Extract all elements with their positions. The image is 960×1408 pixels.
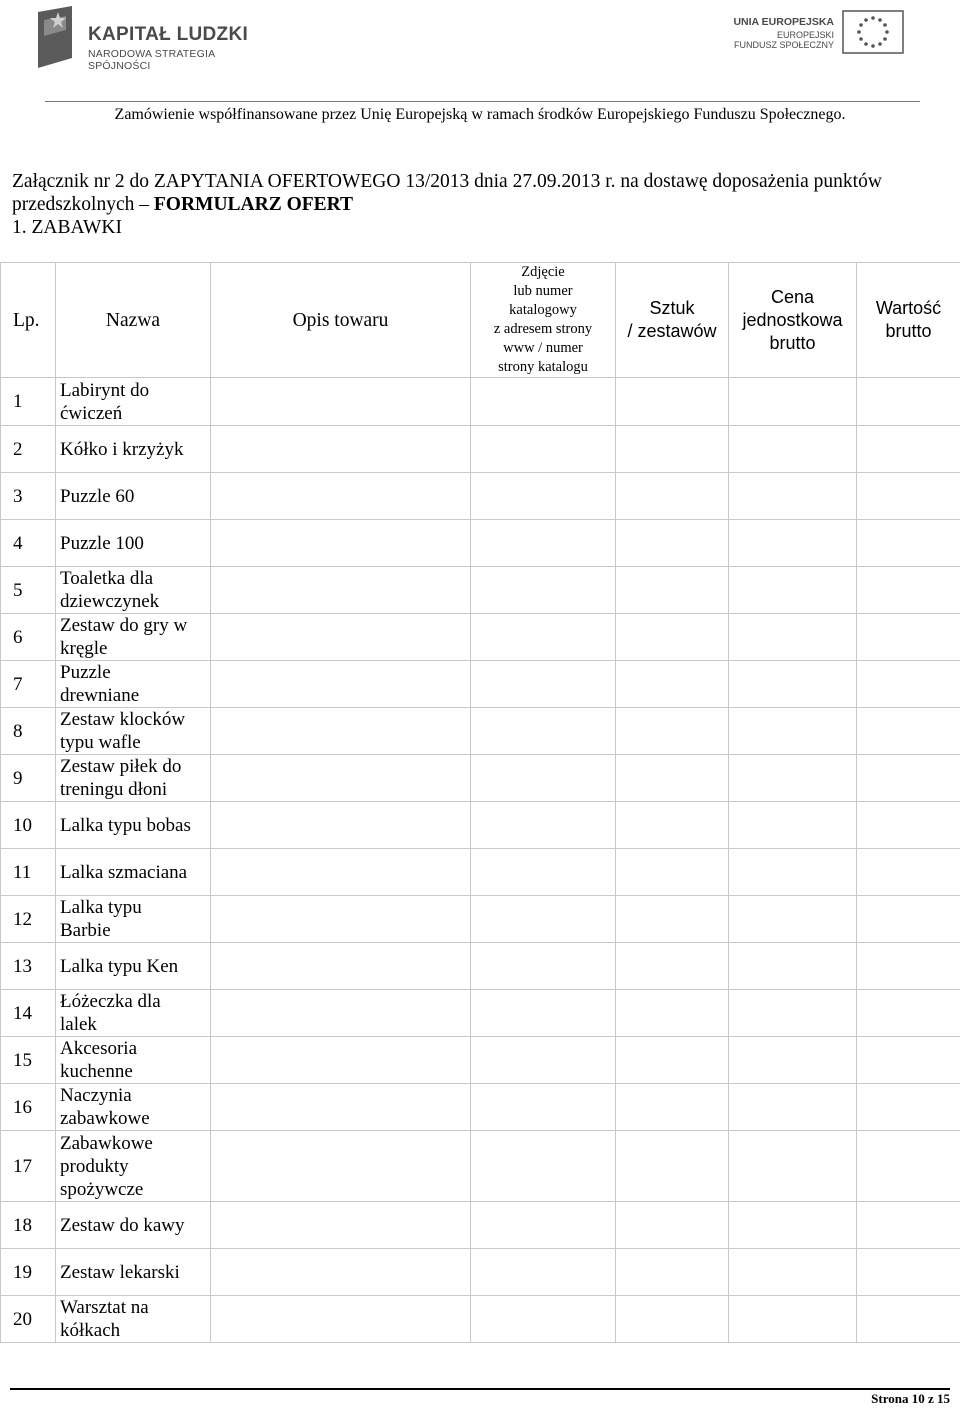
cell-opis[interactable] — [211, 1296, 471, 1343]
kapital-ludzki-flag-icon — [36, 6, 76, 68]
cell-cena[interactable] — [729, 567, 857, 614]
cena-line: brutto — [769, 332, 816, 353]
cell-zdjecie[interactable] — [471, 990, 616, 1037]
cell-zdjecie[interactable] — [471, 708, 616, 755]
item-name-line: drewniane — [60, 685, 140, 706]
cell-zdjecie[interactable] — [471, 1249, 616, 1296]
logo-right-line1: UNIA EUROPEJSKA — [733, 16, 834, 28]
wartosc-line: brutto — [885, 321, 932, 341]
item-name — [56, 896, 211, 943]
cell-zdjecie[interactable] — [471, 802, 616, 849]
item-name — [56, 990, 211, 1037]
cell-sztuk[interactable] — [616, 520, 729, 567]
cell-wartosc[interactable] — [857, 661, 960, 708]
cell-opis[interactable] — [211, 520, 471, 567]
cena-line: jednostkowa — [742, 309, 843, 330]
attachment-line1: Załącznik nr 2 do ZAPYTANIA OFERTOWEGO 13/2013 dnia 27.09.2013 r. na dostawę doposażenia punktów — [12, 171, 882, 192]
footer-divider — [10, 1388, 950, 1390]
cell-wartosc[interactable] — [857, 520, 960, 567]
cell-zdjecie[interactable] — [471, 943, 616, 990]
cell-zdjecie[interactable] — [471, 1202, 616, 1249]
table-row — [1, 520, 960, 567]
item-name-line: Łóżeczka dla — [60, 991, 161, 1012]
table-body — [1, 378, 960, 1343]
item-name-line: Barbie — [60, 920, 111, 941]
kapital-ludzki-logo — [36, 6, 256, 72]
cell-sztuk[interactable] — [616, 661, 729, 708]
cell-opis[interactable] — [211, 426, 471, 473]
item-name-line: Zabawkowe — [60, 1132, 153, 1154]
cell-wartosc[interactable] — [857, 708, 960, 755]
cell-opis[interactable] — [211, 1084, 471, 1131]
zdjecie-line: Zdjęcie — [521, 264, 565, 280]
item-name-line: dziewczynek — [60, 591, 160, 612]
item-name-line: Zestaw do gry w — [60, 615, 188, 636]
cell-zdjecie[interactable] — [471, 849, 616, 896]
item-name-line: kuchenne — [60, 1061, 133, 1082]
table-row — [1, 426, 960, 473]
item-name — [56, 473, 211, 520]
row-number: 7 — [1, 661, 56, 708]
cell-sztuk[interactable] — [616, 708, 729, 755]
eu-flag-icon — [842, 10, 904, 54]
cell-sztuk[interactable] — [616, 473, 729, 520]
cell-wartosc[interactable] — [857, 1131, 960, 1202]
item-name-line: Puzzle 60 — [60, 485, 135, 507]
table-row — [1, 943, 960, 990]
cell-opis[interactable] — [211, 896, 471, 943]
attachment-line2 — [12, 193, 952, 216]
cell-cena[interactable] — [729, 426, 857, 473]
cena-line: Cena — [770, 286, 815, 307]
cell-zdjecie[interactable] — [471, 567, 616, 614]
cell-opis[interactable] — [211, 1131, 471, 1202]
col-header-zdjecie — [471, 263, 616, 378]
row-number: 14 — [1, 990, 56, 1037]
item-name-line: ćwiczeń — [60, 402, 123, 424]
item-name-line: Zestaw klocków — [60, 709, 186, 730]
item-name-line: kółkach — [60, 1320, 121, 1341]
cell-opis[interactable] — [211, 1249, 471, 1296]
table-row — [1, 1249, 960, 1296]
cell-wartosc[interactable] — [857, 567, 960, 614]
item-name-line: Puzzle 100 — [60, 532, 144, 554]
item-name — [56, 755, 211, 802]
cell-sztuk[interactable] — [616, 1249, 729, 1296]
item-name-line: spożywcze — [60, 1178, 144, 1200]
cell-sztuk[interactable] — [616, 990, 729, 1037]
logo-right-line2: EUROPEJSKI — [776, 30, 834, 40]
attachment-line2-prefix: przedszkolnych – — [12, 194, 154, 215]
row-number: 8 — [1, 708, 56, 755]
col-header-opis: Opis towaru — [211, 263, 471, 378]
table-row — [1, 661, 960, 708]
cell-cena[interactable] — [729, 378, 857, 426]
offer-table — [0, 262, 960, 1343]
cell-sztuk[interactable] — [616, 1131, 729, 1202]
section-title: 1. ZABAWKI — [12, 217, 123, 238]
cell-wartosc[interactable] — [857, 1202, 960, 1249]
row-number: 2 — [1, 426, 56, 473]
table-row — [1, 1296, 960, 1343]
cell-wartosc[interactable] — [857, 473, 960, 520]
row-number: 17 — [1, 1131, 56, 1202]
cell-cena[interactable] — [729, 1131, 857, 1202]
table-row — [1, 378, 960, 426]
cell-opis[interactable] — [211, 1037, 471, 1084]
cell-wartosc[interactable] — [857, 802, 960, 849]
cell-cena[interactable] — [729, 802, 857, 849]
item-name-line: kręgle — [60, 638, 108, 659]
cell-wartosc[interactable] — [857, 426, 960, 473]
col-header-sztuk — [616, 263, 729, 378]
row-number: 20 — [1, 1296, 56, 1343]
row-number: 16 — [1, 1084, 56, 1131]
cell-opis[interactable] — [211, 473, 471, 520]
cell-cena[interactable] — [729, 849, 857, 896]
item-name-line: Zestaw piłek do — [60, 756, 182, 777]
cell-sztuk[interactable] — [616, 378, 729, 426]
cell-opis[interactable] — [211, 708, 471, 755]
cell-wartosc[interactable] — [857, 378, 960, 426]
table-row — [1, 473, 960, 520]
item-name-line: Lalka typu Ken — [60, 955, 179, 977]
item-name — [56, 1296, 211, 1343]
cell-zdjecie[interactable] — [471, 896, 616, 943]
table-row — [1, 1202, 960, 1249]
row-number: 13 — [1, 943, 56, 990]
logo-right-lines — [734, 30, 834, 50]
table-row — [1, 990, 960, 1037]
row-number: 3 — [1, 473, 56, 520]
cell-cena[interactable] — [729, 708, 857, 755]
item-name — [56, 520, 211, 567]
cell-opis[interactable] — [211, 567, 471, 614]
item-name-line: Warsztat na — [60, 1297, 149, 1318]
table-row — [1, 1084, 960, 1131]
zdjecie-line: lub numer — [513, 283, 573, 299]
cell-opis[interactable] — [211, 990, 471, 1037]
item-name-line: Lalka typu — [60, 897, 142, 918]
cell-zdjecie[interactable] — [471, 1296, 616, 1343]
cell-opis[interactable] — [211, 943, 471, 990]
row-number: 6 — [1, 614, 56, 661]
zdjecie-line: www / numer — [503, 340, 583, 356]
cell-cena[interactable] — [729, 661, 857, 708]
cell-zdjecie[interactable] — [471, 755, 616, 802]
item-name-line: produkty — [60, 1155, 129, 1177]
row-number: 9 — [1, 755, 56, 802]
item-name — [56, 614, 211, 661]
cell-sztuk[interactable] — [616, 1037, 729, 1084]
cell-wartosc[interactable] — [857, 849, 960, 896]
table-row — [1, 567, 960, 614]
eu-logo — [733, 10, 908, 66]
cell-opis[interactable] — [211, 1202, 471, 1249]
row-number: 12 — [1, 896, 56, 943]
item-name — [56, 943, 211, 990]
cell-opis[interactable] — [211, 614, 471, 661]
cell-wartosc[interactable] — [857, 614, 960, 661]
cell-zdjecie[interactable] — [471, 426, 616, 473]
cell-wartosc[interactable] — [857, 1249, 960, 1296]
cell-sztuk[interactable] — [616, 943, 729, 990]
sztuk-line: / zestawów — [627, 321, 717, 341]
zdjecie-line: katalogowy — [509, 302, 577, 318]
item-name-line: Naczynia — [60, 1085, 132, 1106]
item-name — [56, 426, 211, 473]
cell-wartosc[interactable] — [857, 943, 960, 990]
cell-cena[interactable] — [729, 1249, 857, 1296]
item-name — [56, 802, 211, 849]
table-row — [1, 1131, 960, 1202]
cell-zdjecie[interactable] — [471, 378, 616, 426]
item-name — [56, 1084, 211, 1131]
logo-left-subtitle: NARODOWA STRATEGIA SPÓJNOŚCI — [88, 48, 215, 72]
cell-sztuk[interactable] — [616, 1084, 729, 1131]
row-number: 11 — [1, 849, 56, 896]
col-header-cena — [729, 263, 857, 378]
cell-sztuk[interactable] — [616, 1202, 729, 1249]
row-number: 19 — [1, 1249, 56, 1296]
cell-wartosc[interactable] — [857, 1084, 960, 1131]
cell-wartosc[interactable] — [857, 1037, 960, 1084]
form-title: FORMULARZ OFERT — [153, 194, 354, 215]
item-name-line: Toaletka dla — [60, 568, 154, 589]
table-row — [1, 708, 960, 755]
row-number: 15 — [1, 1037, 56, 1084]
item-name — [56, 1037, 211, 1084]
cell-sztuk[interactable] — [616, 896, 729, 943]
cell-cena[interactable] — [729, 614, 857, 661]
cell-opis[interactable] — [211, 378, 471, 426]
attachment-heading — [12, 170, 952, 239]
cell-cena[interactable] — [729, 990, 857, 1037]
cell-sztuk[interactable] — [616, 614, 729, 661]
cell-opis[interactable] — [211, 661, 471, 708]
cell-cena[interactable] — [729, 1296, 857, 1343]
cell-cena[interactable] — [729, 1084, 857, 1131]
cell-wartosc[interactable] — [857, 896, 960, 943]
item-name-line: Akcesoria — [60, 1038, 138, 1059]
item-name — [56, 1131, 211, 1202]
item-name-line: Zestaw do kawy — [60, 1214, 185, 1236]
row-number: 1 — [1, 378, 56, 426]
cell-cena[interactable] — [729, 943, 857, 990]
item-name-line: Lalka szmaciana — [60, 861, 188, 883]
sztuk-line: Sztuk — [649, 298, 695, 318]
item-name-line: treningu dłoni — [60, 779, 168, 800]
cell-sztuk[interactable] — [616, 426, 729, 473]
row-number: 18 — [1, 1202, 56, 1249]
item-name-line: Zestaw lekarski — [60, 1261, 180, 1283]
item-name — [56, 1202, 211, 1249]
table-row — [1, 755, 960, 802]
cell-opis[interactable] — [211, 755, 471, 802]
cell-sztuk[interactable] — [616, 755, 729, 802]
cell-sztuk[interactable] — [616, 567, 729, 614]
item-name-line: Labirynt do — [60, 379, 150, 401]
item-name-line: lalek — [60, 1014, 97, 1035]
cell-zdjecie[interactable] — [471, 661, 616, 708]
table-row — [1, 802, 960, 849]
col-header-lp: Lp. — [1, 263, 56, 378]
cell-zdjecie[interactable] — [471, 1084, 616, 1131]
cell-zdjecie[interactable] — [471, 1131, 616, 1202]
row-number: 4 — [1, 520, 56, 567]
col-header-nazwa: Nazwa — [56, 263, 211, 378]
item-name-line: zabawkowe — [60, 1108, 150, 1129]
wartosc-line: Wartość — [875, 298, 942, 318]
cell-zdjecie[interactable] — [471, 473, 616, 520]
item-name-line: typu wafle — [60, 732, 141, 753]
cell-cena[interactable] — [729, 755, 857, 802]
cell-zdjecie[interactable] — [471, 1037, 616, 1084]
cell-cena[interactable] — [729, 1037, 857, 1084]
cell-cena[interactable] — [729, 520, 857, 567]
cell-wartosc[interactable] — [857, 990, 960, 1037]
cell-wartosc[interactable] — [857, 755, 960, 802]
row-number: 10 — [1, 802, 56, 849]
page-number: Strona 10 z 15 — [871, 1391, 950, 1406]
item-name — [56, 1249, 211, 1296]
table-row — [1, 849, 960, 896]
table-row — [1, 896, 960, 943]
cell-zdjecie[interactable] — [471, 614, 616, 661]
col-header-wartosc — [857, 263, 960, 378]
cell-sztuk[interactable] — [616, 802, 729, 849]
item-name — [56, 849, 211, 896]
item-name — [56, 567, 211, 614]
cell-zdjecie[interactable] — [471, 520, 616, 567]
logo-right-line3: FUNDUSZ SPOŁECZNY — [733, 40, 834, 50]
row-number: 5 — [1, 567, 56, 614]
cell-sztuk[interactable] — [616, 1296, 729, 1343]
cell-cena[interactable] — [729, 473, 857, 520]
table-row — [1, 614, 960, 661]
item-name-line: Puzzle — [60, 662, 111, 683]
zdjecie-line: strony katalogu — [498, 359, 588, 375]
cell-opis[interactable] — [211, 849, 471, 896]
cell-sztuk[interactable] — [616, 849, 729, 896]
cofunding-note: Zamówienie współfinansowane przez Unię Europejską w ramach środków Europejskiego Funduszu Społecznego. — [114, 106, 846, 123]
zdjecie-line: z adresem strony — [493, 321, 593, 337]
cell-opis[interactable] — [211, 802, 471, 849]
item-name-line: Lalka typu bobas — [60, 814, 191, 836]
table-header-row — [1, 263, 960, 378]
item-name-line: Kółko i krzyżyk — [60, 438, 184, 460]
logo-left-title: KAPITAŁ LUDZKI — [88, 24, 249, 45]
table-row — [1, 1037, 960, 1084]
cell-cena[interactable] — [729, 1202, 857, 1249]
item-name — [56, 378, 211, 426]
item-name — [56, 661, 211, 708]
item-name — [56, 708, 211, 755]
cell-wartosc[interactable] — [857, 1296, 960, 1343]
cell-cena[interactable] — [729, 896, 857, 943]
header-divider — [45, 101, 920, 102]
